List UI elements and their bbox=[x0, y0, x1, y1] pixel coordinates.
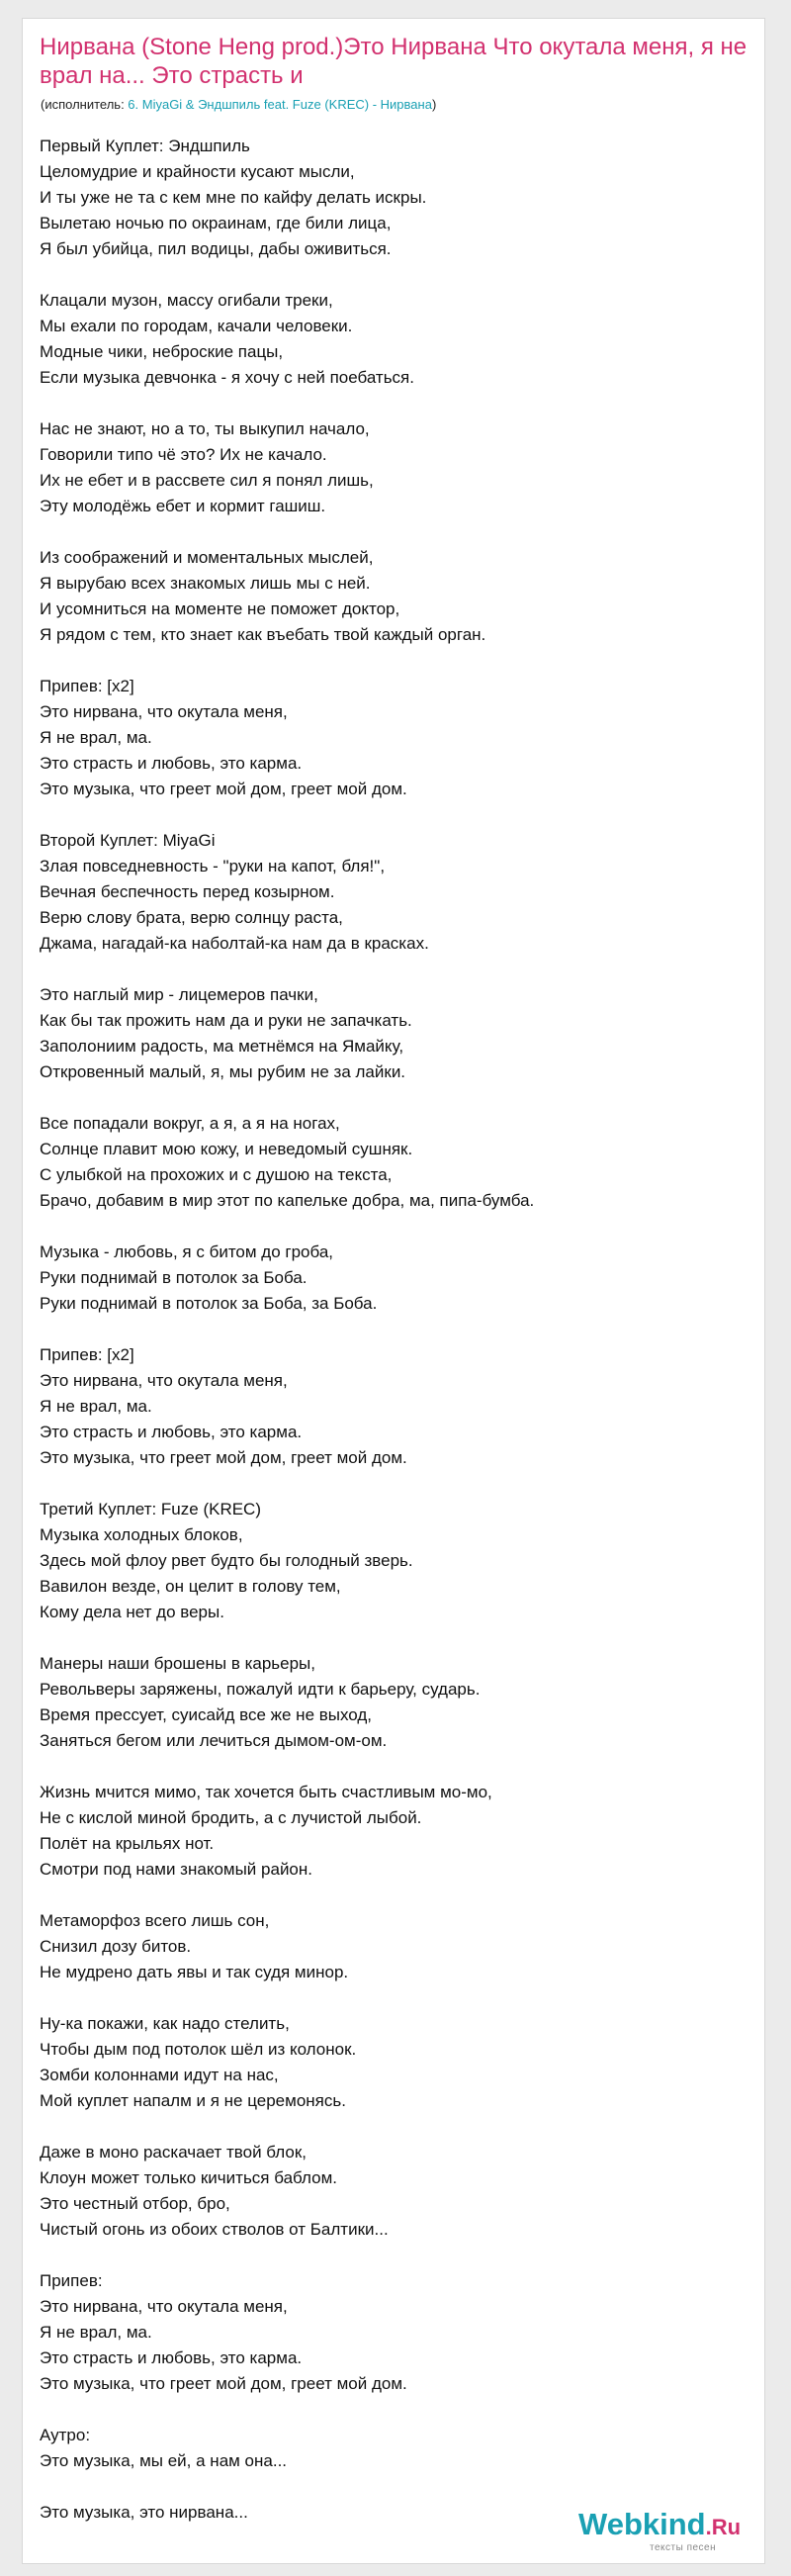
lyric-line: Я вырубаю всех знакомых лишь мы с ней. bbox=[40, 574, 371, 593]
lyric-line: Верю слову брата, верю солнцу раста, bbox=[40, 908, 343, 927]
lyric-line: Это музыка, мы ей, а нам она... bbox=[40, 2451, 288, 2470]
lyric-line: Модные чики, неброские пацы, bbox=[40, 342, 284, 361]
lyric-line: Руки поднимай в потолок за Боба, за Боба. bbox=[40, 1294, 378, 1313]
lyric-line: Заполониим радость, ма метнёмся на Ямайку, bbox=[40, 1037, 404, 1056]
lyric-line: Снизил дозу битов. bbox=[40, 1937, 192, 1956]
lyric-line: Чтобы дым под потолок шёл из колонок. bbox=[40, 2040, 357, 2059]
lyric-line: Заняться бегом или лечиться дымом-ом-ом. bbox=[40, 1731, 388, 1750]
lyric-line: Это страсть и любовь, это карма. bbox=[40, 754, 303, 773]
lyrics-stanza bbox=[40, 2423, 751, 2474]
lyric-line: Я не врал, ма. bbox=[40, 728, 152, 747]
lyric-line: И ты уже не та с кем мне по кайфу делать искры. bbox=[40, 188, 427, 207]
lyric-line: Мы ехали по городам, качали человеки. bbox=[40, 317, 353, 335]
lyric-line: Это музыка, что греет мой дом, греет мой дом. bbox=[40, 1448, 407, 1467]
artist-line bbox=[41, 97, 436, 113]
lyric-line: Револьверы заряжены, пожалуй идти к барьеру, сударь. bbox=[40, 1680, 481, 1699]
lyric-line: Припев: [x2] bbox=[40, 1345, 134, 1364]
lyric-line: Из соображений и моментальных мыслей, bbox=[40, 548, 374, 567]
lyric-line: Припев: bbox=[40, 2271, 103, 2290]
lyric-line: Здесь мой флоу рвет будто бы голодный зверь. bbox=[40, 1551, 413, 1570]
lyric-line: Это страсть и любовь, это карма. bbox=[40, 2348, 303, 2367]
lyrics-stanza bbox=[40, 2140, 751, 2243]
lyric-line: Как бы так прожить нам да и руки не запачкать. bbox=[40, 1011, 412, 1030]
lyric-line: Клоун может только кичиться баблом. bbox=[40, 2168, 337, 2187]
logo-text bbox=[578, 2507, 741, 2545]
lyrics-stanza bbox=[40, 545, 751, 648]
lyric-line: Это нирвана, что окутала меня, bbox=[40, 2297, 288, 2316]
lyric-line: Второй Куплет: MiyaGi bbox=[40, 831, 216, 850]
lyrics-stanza bbox=[40, 1908, 751, 1985]
lyrics-body bbox=[40, 134, 751, 2551]
page-title: Нирвана (Stone Heng prod.)Это Нирвана Что окутала меня, я не врал на... Это страсть и bbox=[40, 34, 747, 89]
artist-prefix: (исполнитель: bbox=[41, 97, 129, 112]
lyric-line: Злая повседневность - "руки на капот, бля!", bbox=[40, 857, 386, 875]
lyric-line: Чистый огонь из обоих стволов от Балтики... bbox=[40, 2220, 389, 2239]
lyrics-stanza bbox=[40, 1497, 751, 1625]
lyric-line: Вавилон везде, он целит в голову тем, bbox=[40, 1577, 341, 1596]
lyric-line: Полёт на крыльях нот. bbox=[40, 1834, 215, 1853]
lyrics-stanza bbox=[40, 288, 751, 391]
lyric-line: Все попадали вокруг, а я, а я на ногах, bbox=[40, 1114, 340, 1133]
lyrics-stanza bbox=[40, 1342, 751, 1471]
lyrics-stanza bbox=[40, 134, 751, 262]
lyric-line: Это музыка, это нирвана... bbox=[40, 2503, 248, 2522]
lyrics-stanza bbox=[40, 674, 751, 802]
lyric-line: Это музыка, что греет мой дом, греет мой дом. bbox=[40, 780, 407, 798]
lyrics-stanza bbox=[40, 2268, 751, 2397]
lyric-line: Мой куплет напалм и я не церемонясь. bbox=[40, 2091, 346, 2110]
lyric-line: Не мудрено дать явы и так судя минор. bbox=[40, 1963, 349, 1981]
lyric-line: Их не ебет и в рассвете сил я понял лишь, bbox=[40, 471, 374, 490]
logo-tld: .Ru bbox=[705, 2515, 742, 2539]
lyric-line: Время прессует, суисайд все же не выход, bbox=[40, 1705, 373, 1724]
lyric-line: Это наглый мир - лицемеров пачки, bbox=[40, 985, 318, 1004]
lyrics-stanza bbox=[40, 416, 751, 519]
lyric-line: Ну-ка покажи, как надо стелить, bbox=[40, 2014, 290, 2033]
lyric-line: Не с кислой миной бродить, а с лучистой лыбой. bbox=[40, 1808, 422, 1827]
lyric-line: Музыка - любовь, я с битом до гроба, bbox=[40, 1242, 334, 1261]
logo-tagline: тексты песен bbox=[650, 2542, 717, 2553]
lyric-line: Брачо, добавим в мир этот по капельке добра, ма, пипа-бумба. bbox=[40, 1191, 535, 1210]
lyric-line: Солнце плавит мою кожу, и неведомый сушняк. bbox=[40, 1140, 413, 1158]
logo-name: Webkind bbox=[578, 2507, 706, 2541]
lyric-line: С улыбкой на прохожих и с душою на текста, bbox=[40, 1165, 393, 1184]
lyric-line: Клацали музон, массу огибали треки, bbox=[40, 291, 333, 310]
lyric-line: Метаморфоз всего лишь сон, bbox=[40, 1911, 270, 1930]
lyric-line: Вылетаю ночью по окраинам, где били лица, bbox=[40, 214, 392, 232]
lyric-line: Руки поднимай в потолок за Боба. bbox=[40, 1268, 308, 1287]
lyric-line: Я рядом с тем, кто знает как въебать твой каждый орган. bbox=[40, 625, 486, 644]
lyric-line: Я не врал, ма. bbox=[40, 1397, 152, 1416]
lyric-line: Манеры наши брошены в карьеры, bbox=[40, 1654, 315, 1673]
lyric-line: Это музыка, что греет мой дом, греет мой дом. bbox=[40, 2374, 407, 2393]
lyric-line: Это честный отбор, бро, bbox=[40, 2194, 230, 2213]
lyric-line: Если музыка девчонка - я хочу с ней поебаться. bbox=[40, 368, 414, 387]
lyric-line: Это нирвана, что окутала меня, bbox=[40, 702, 288, 721]
artist-link[interactable]: 6. MiyaGi & Эндшпиль feat. Fuze (KREC) - Нирвана bbox=[128, 97, 432, 112]
lyrics-stanza bbox=[40, 1651, 751, 1754]
lyric-line: И усомниться на моменте не поможет доктор, bbox=[40, 599, 400, 618]
artist-suffix: ) bbox=[431, 97, 437, 112]
lyrics-stanza bbox=[40, 2011, 751, 2114]
lyric-line: Даже в моно раскачает твой блок, bbox=[40, 2143, 307, 2162]
lyrics-stanza bbox=[40, 1780, 751, 1883]
lyric-line: Вечная беспечность перед козырном. bbox=[40, 882, 335, 901]
lyric-line: Я не врал, ма. bbox=[40, 2323, 152, 2342]
lyric-line: Это нирвана, что окутала меня, bbox=[40, 1371, 288, 1390]
lyric-line: Джама, нагадай-ка наболтай-ка нам да в красках. bbox=[40, 934, 429, 953]
lyric-line: Аутро: bbox=[40, 2426, 91, 2444]
lyric-line: Музыка холодных блоков, bbox=[40, 1525, 243, 1544]
lyrics-stanza bbox=[40, 1240, 751, 1317]
lyric-line: Целомудрие и крайности кусают мысли, bbox=[40, 162, 355, 181]
lyrics-stanza bbox=[40, 828, 751, 957]
lyric-line: Смотри под нами знакомый район. bbox=[40, 1860, 313, 1879]
lyric-line: Кому дела нет до веры. bbox=[40, 1603, 224, 1621]
lyric-line: Нас не знают, но а то, ты выкупил начало, bbox=[40, 419, 370, 438]
lyric-line: Первый Куплет: Эндшпиль bbox=[40, 137, 250, 155]
lyric-line: Это страсть и любовь, это карма. bbox=[40, 1423, 303, 1441]
lyric-line: Откровенный малый, я, мы рубим не за лайки. bbox=[40, 1062, 406, 1081]
lyric-line: Говорили типо чё это? Их не качало. bbox=[40, 445, 327, 464]
lyric-line: Припев: [x2] bbox=[40, 677, 134, 695]
lyric-line: Я был убийца, пил водицы, дабы оживиться. bbox=[40, 239, 392, 258]
lyric-line: Зомби колоннами идут на нас, bbox=[40, 2066, 279, 2084]
lyric-line: Третий Куплет: Fuze (KREC) bbox=[40, 1500, 261, 1518]
lyrics-stanza bbox=[40, 1111, 751, 1214]
lyric-line: Эту молодёжь ебет и кормит гашиш. bbox=[40, 497, 326, 515]
webkind-logo[interactable] bbox=[578, 2507, 772, 2558]
lyric-line: Жизнь мчится мимо, так хочется быть счастливым мо-мо, bbox=[40, 1783, 492, 1801]
lyrics-stanza bbox=[40, 982, 751, 1085]
